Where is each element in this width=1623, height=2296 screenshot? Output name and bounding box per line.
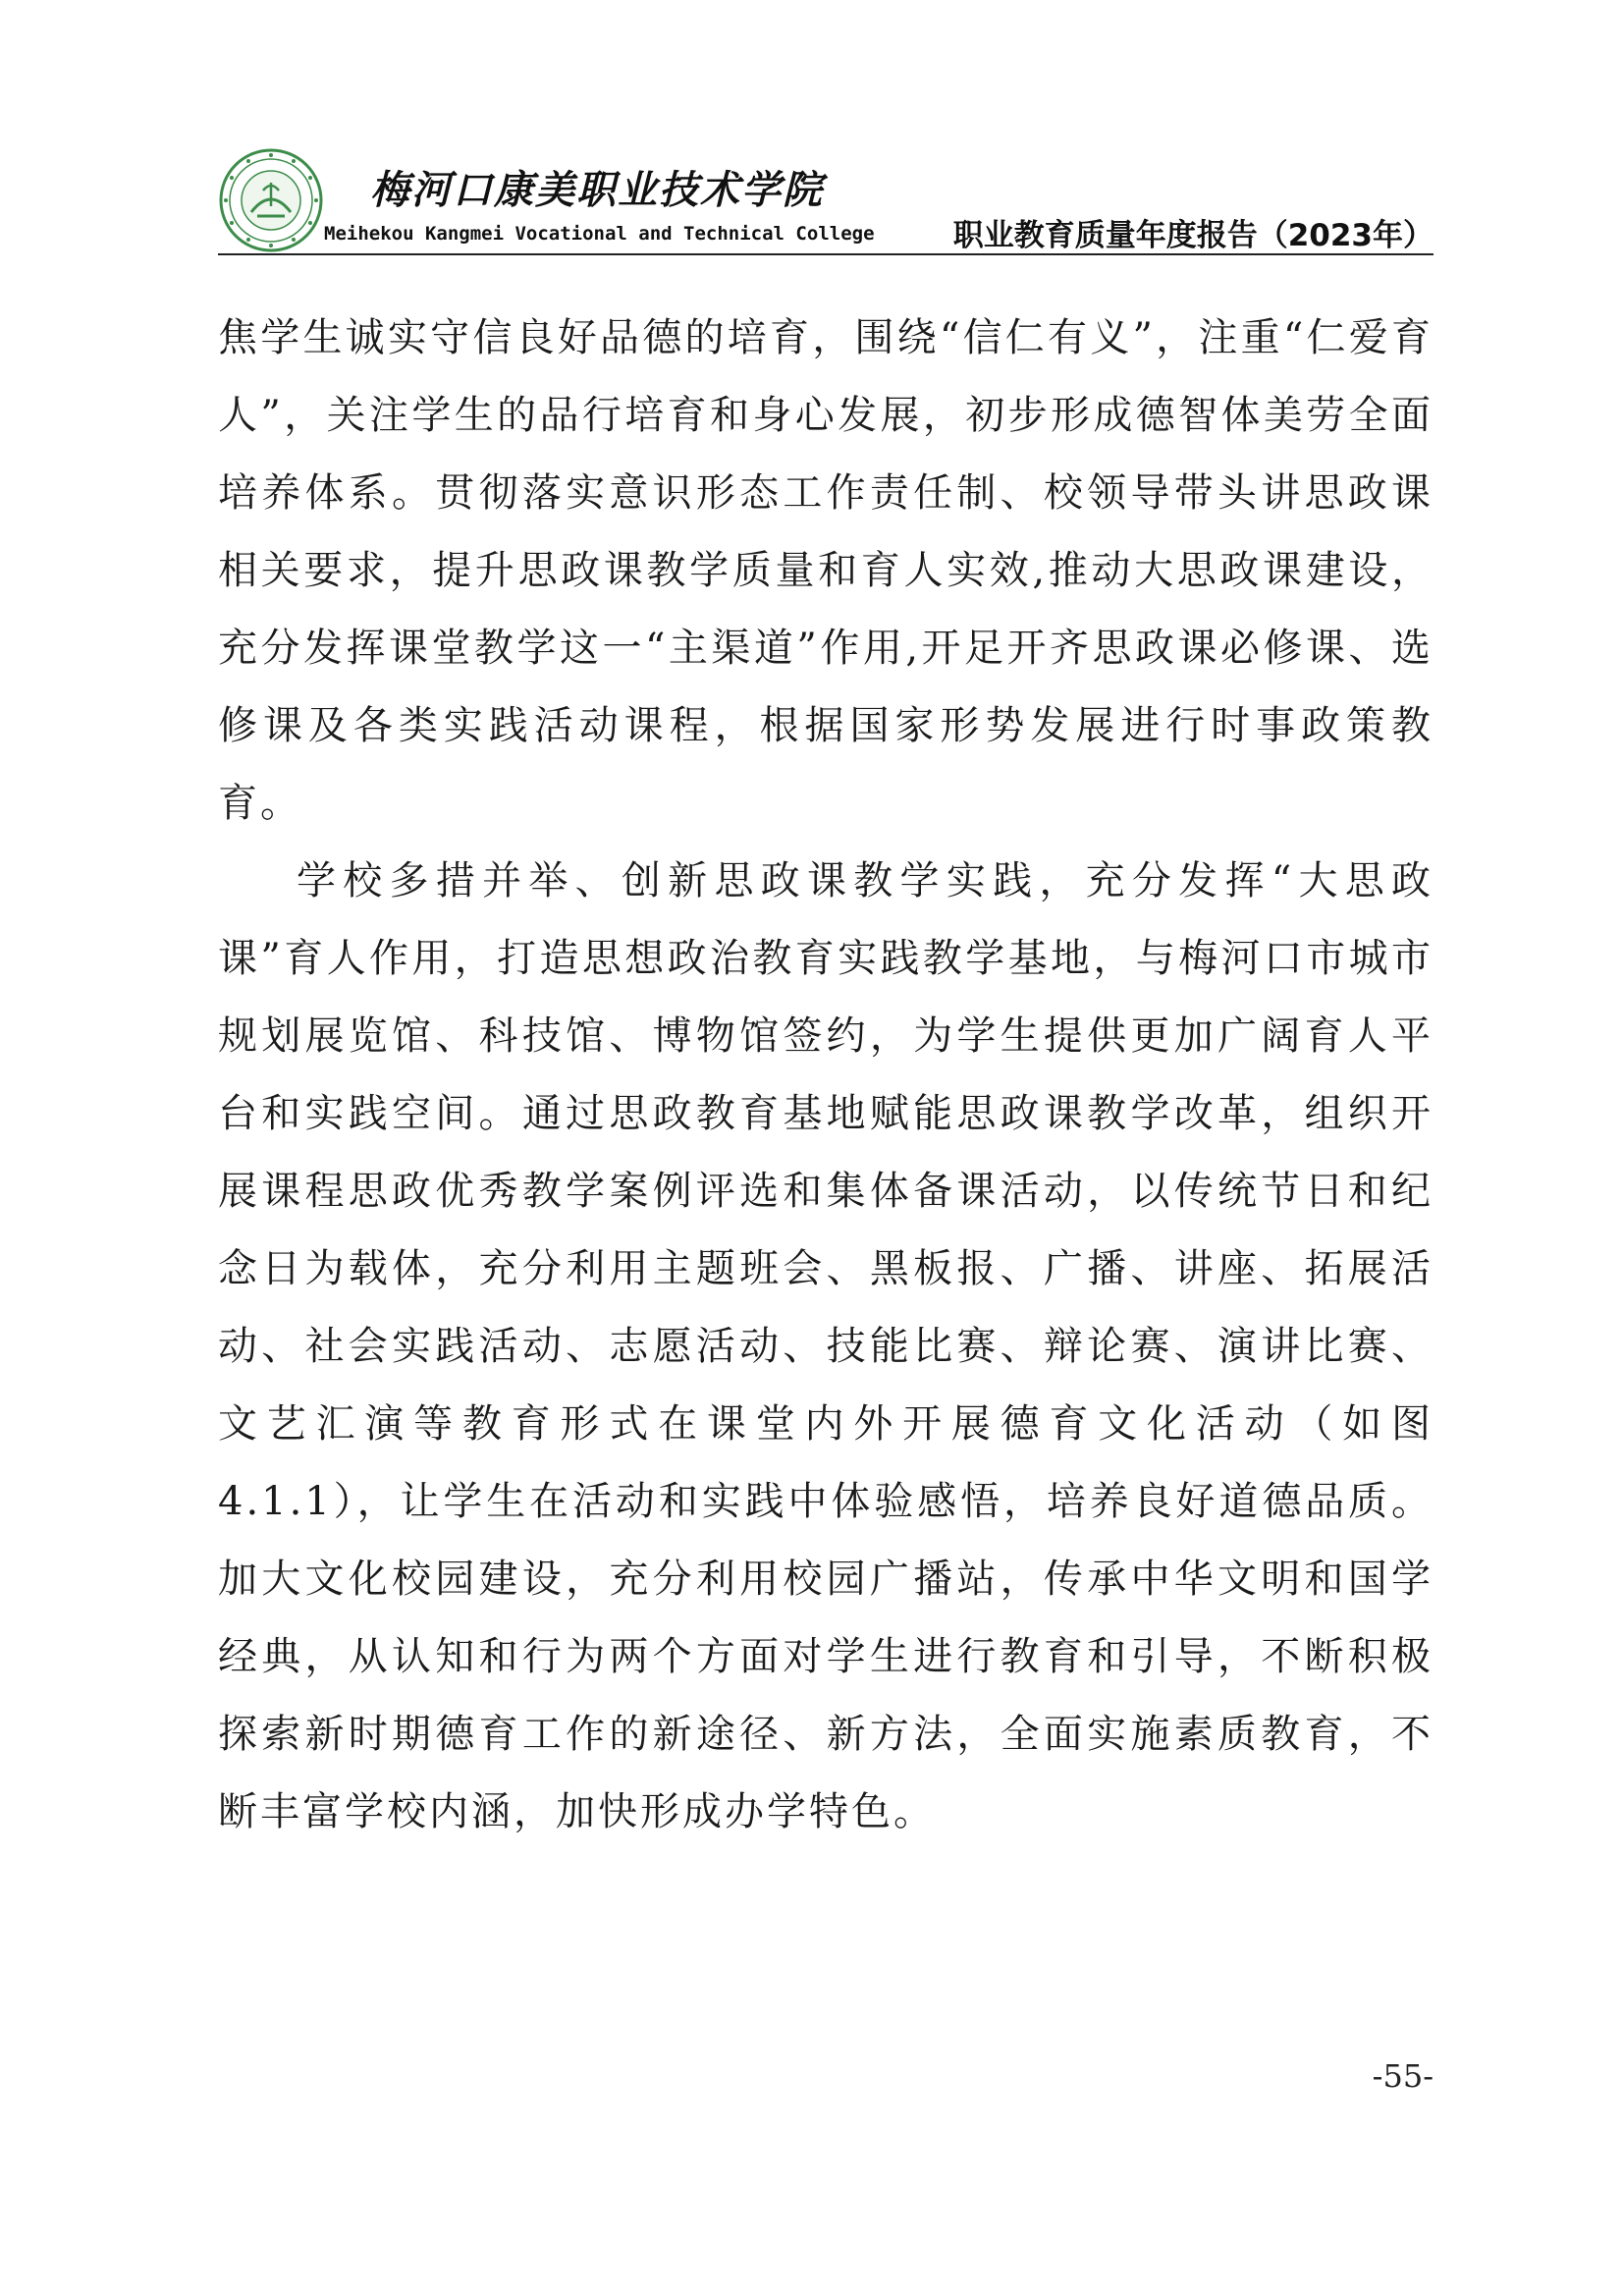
school-name-chinese: 梅河口康美职业技术学院 <box>370 167 824 213</box>
body-paragraph-2: 学校多措并举、创新思政课教学实践，充分发挥“大思政课”育人作用，打造思想政治教育实践教学基地，与梅河口市城市规划展览馆、科技馆、博物馆签约，为学生提供更加广阔育人平台和实践空间。通过思政教育基地赋能思政课教学改革，组织开展课程思政优秀教学案例评选和集体备课活动，以传统节日和纪念日为载体，充分利用主题班会、黑板报、广播、讲座、拓展活动、社会实践活动、志愿活动、技能比赛、辩论赛、演讲比赛、文艺汇演等教育形式在课堂内外开展德育文化活动（如图 4.1.1），让学生在活动和实践中体验感悟，培养良好道德品质。加大文化校园建设，充分利用校园广播站，传承中华文明和国学经典，从认知和行为两个方面对学生进行教育和引导，不断积极探索新时期德育工作的新途径、新方法，全面实施素质教育，不断丰富学校内涵，加快形成办学特色。 <box>218 858 1434 1834</box>
page-number: -55- <box>1372 2057 1434 2095</box>
report-title: 职业教育质量年度报告（2023年） <box>952 218 1434 253</box>
page-body <box>218 300 1434 1851</box>
header-divider <box>218 253 1434 255</box>
body-paragraph-1: 焦学生诚实守信良好品德的培育，围绕“信仁有义”，注重“仁爱育人”，关注学生的品行培育和身心发展，初步形成德智体美劳全面培养体系。贯彻落实意识形态工作责任制、校领导带头讲思政课相关要求，提升思政课教学质量和育人实效,推动大思政课建设，充分发挥课堂教学这一“主渠道”作用,开足开齐思政课必修课、选修课及各类实践活动课程，根据国家形势发展进行时事政策教育。 <box>218 315 1434 826</box>
page-header <box>218 147 1434 255</box>
school-name-english: Meihekou Kangmei Vocational and Technical College <box>324 223 875 245</box>
school-emblem-icon <box>218 147 324 253</box>
